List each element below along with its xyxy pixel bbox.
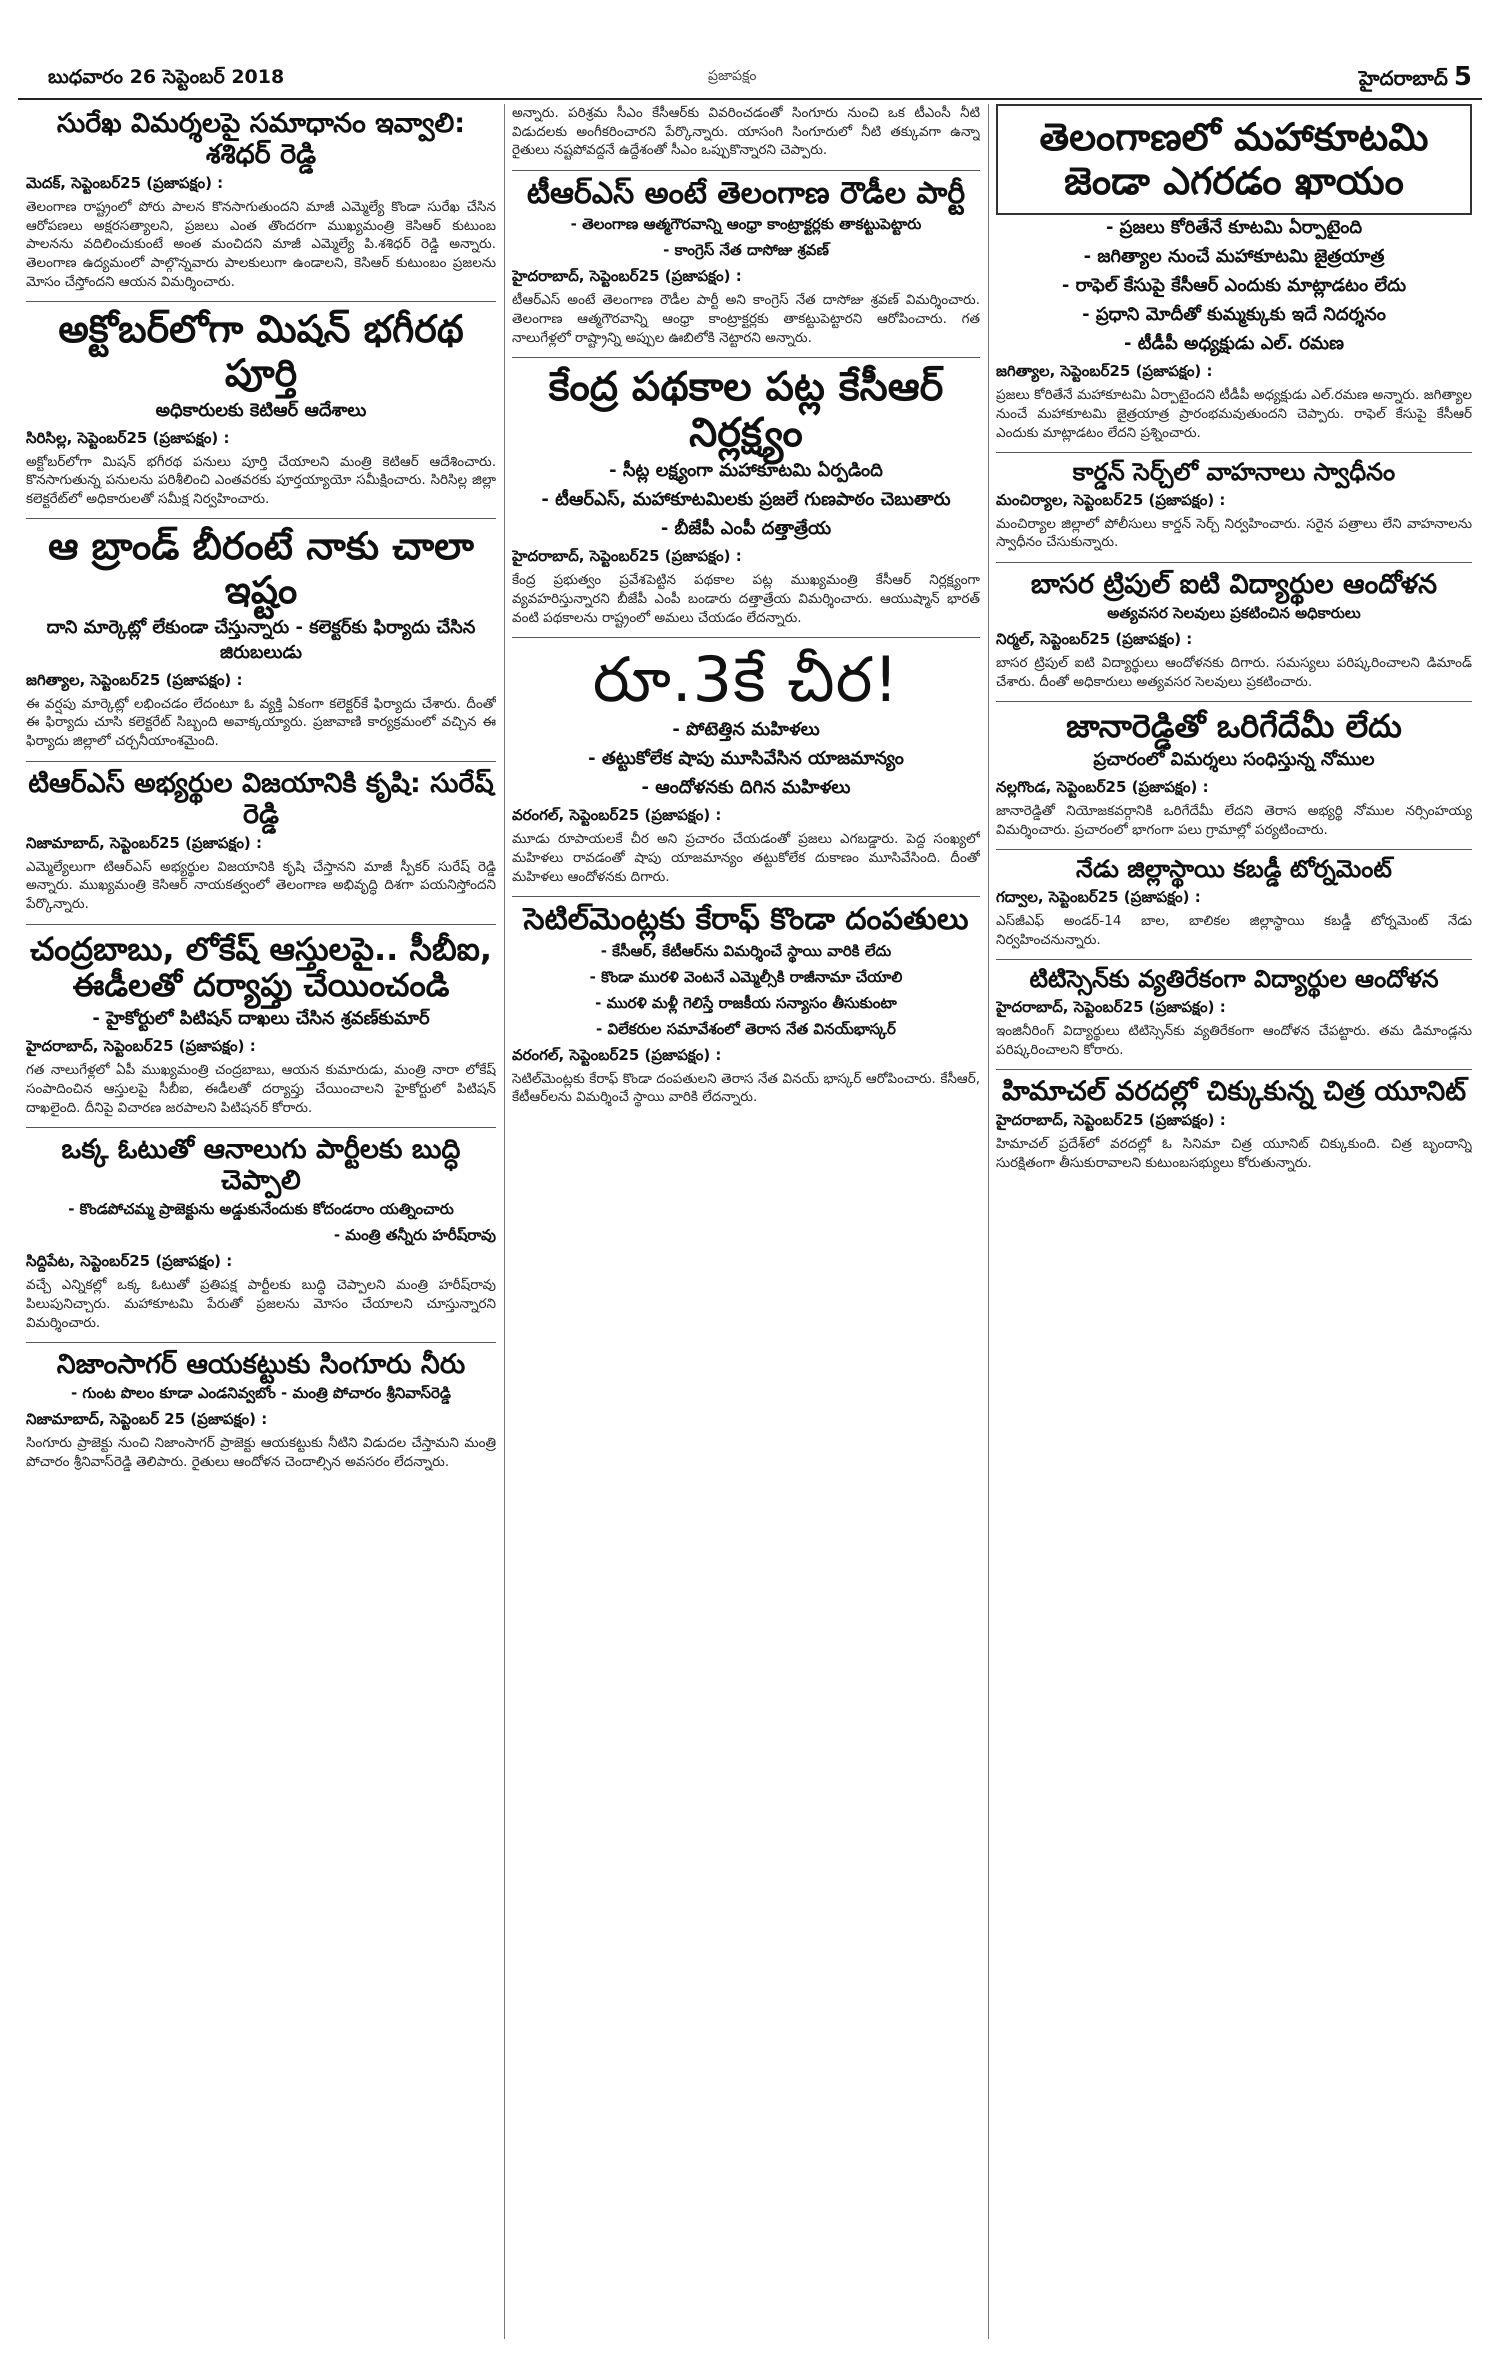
article-mission-bhagiratha <box>26 308 496 508</box>
article-cordon-search <box>996 459 1472 552</box>
headline: తెలంగాణలో మహాకూటమి జెండా ఎగరడం ఖాయం <box>1039 115 1429 203</box>
headline: కార్డన్ సెర్చ్‌లో వాహనాలు స్వాధీనం <box>1072 458 1396 487</box>
headline: టీఆర్ఎస్ అంటే తెలంగాణ రౌడీల పార్టీ <box>526 175 966 211</box>
article-body: ఎమ్మెల్యేలుగా టిఆర్ఎస్ అభ్యర్థుల విజయానికి కృషి చేస్తానని మాజీ స్పీకర్ సురేష్ రెడ్డి అన్నారు. ముఖ్యమంత్రి కెసిఆర్ నాయకత్వంలో తెలంగాణ అభివృద్ధి దిశగా పయనిస్తోందని పేర్కొన్నారు. <box>26 858 496 913</box>
headline: జానారెడ్డితో ఒరిగేదేమీ లేదు <box>1066 707 1402 746</box>
dateline: మంచిర్యాల, సెప్టెంబర్25 (ప్రజాపక్షం) : <box>996 490 1226 509</box>
section-city: హైదరాబాద్ <box>1358 66 1448 90</box>
column-left <box>26 104 496 2339</box>
dateline: హైదరాబాద్, సెప్టెంబర్25 (ప్రజాపక్షం) : <box>26 1037 256 1056</box>
subheadline: - సీట్ల లక్ష్యంగా మహాకూటమి ఏర్పడింది <box>609 460 883 482</box>
article-body: కేంద్ర ప్రభుత్వం ప్రవేశపెట్టిన పథకాల పట్ల ముఖ్యమంత్రి కేసీఆర్ నిర్లక్ష్యంగా వ్యవహరిస్తున్నారని బీజేపీ ఎంపీ బండారు దత్తాత్రేయ విమర్శించారు. ఆయుష్మాన్ భారత్ వంటి పథకాలను రాష్ట్రంలో అమలు చేయడం లేదన్నారు. <box>512 572 980 626</box>
article-nizamsagar <box>26 1349 496 1471</box>
divider <box>512 357 980 358</box>
article-chandrababu-assets <box>26 931 496 1117</box>
subheadline: - ప్రధాని మోదీతో కుమ్మక్కుకు ఇదే నిదర్శనం <box>1082 304 1386 326</box>
page-section <box>1359 62 1472 95</box>
dateline: వరంగల్, సెప్టెంబర్25 (ప్రజాపక్షం) : <box>512 1045 722 1064</box>
subheadline: - కొండా మురళి వెంటనే ఎమ్మెల్సీకి రాజీనామా చేయాలి <box>589 967 903 986</box>
subheadline: దాని మార్కెట్లో లేకుండా చేస్తున్నారు - కలెక్టర్‌కు ఫిర్యాదు చేసిన జిరుబలుడు <box>46 616 476 663</box>
headline: టిఆర్ఎస్ అభ్యర్థుల విజయానికి కృషి: సురేష్ రెడ్డి <box>28 767 494 830</box>
dateline: జగిత్యాల, సెప్టెంబర్25 (ప్రజాపక్షం) : <box>996 362 1213 381</box>
dateline: నిర్మల్, సెప్టెంబర్25 (ప్రజాపక్షం) : <box>996 630 1193 649</box>
subheadline: - ఆందోళనకు దిగిన మహిళలు <box>641 777 851 799</box>
article-body: అన్నారు. పరిశ్రమ సీఎం కేసీఆర్‌కు వివరించడంతో సింగూరు నుంచి ఒక టీఎంసీ నీటి విడుదలకు అంగీకరించారని పేర్కొన్నారు. యాసంగి సింగూరులో నీటి తక్కువగా ఉన్నా రైతులు నష్టపోవద్దనే ఉద్దేశంతో సీఎం ఒప్పుకొన్నారని చెప్పారు. <box>512 105 980 159</box>
dateline: నల్లగొండ, సెప్టెంబర్25 (ప్రజాపక్షం) : <box>996 778 1209 797</box>
divider <box>996 849 1472 850</box>
article-body: ఈ వర్షపు మార్కెట్లో లభించడం లేదంటూ ఓ వ్యక్తి ఏకంగా కలెక్టర్‌కే ఫిర్యాదు చేశారు. దీంతో ఈ ఫిర్యాదు చూసి కలెక్టరేట్ సిబ్బంది అవాక్కయ్యారు. ప్రజావాణి కార్యక్రమంలో వచ్చిన ఈ ఫిర్యాదు జిల్లాలో చర్చనీయాంశమైంది. <box>26 695 496 750</box>
article-mahakutami <box>996 104 1472 442</box>
article-harish-rao <box>26 1134 496 1332</box>
article-continuation <box>512 104 980 160</box>
page-number: 5 <box>1453 62 1472 92</box>
subheadline: - రాఫెల్ కేసుపై కేసీఆర్ ఎందుకు మాట్లాడటం లేదు <box>1061 275 1407 297</box>
article-surekha <box>26 108 496 291</box>
dateline: వరంగల్, సెప్టెంబర్25 (ప్రజాపక్షం) : <box>512 806 722 825</box>
article-body: సింగూరు ప్రాజెక్టు నుంచి నిజాంసాగర్ ప్రాజెక్టు ఆయకట్టుకు నీటిని విడుదల చేస్తామని మంత్రి పోచారం శ్రీనివాస్‌రెడ్డి తెలిపారు. రైతులు ఆందోళన చెందాల్సిన అవసరం లేదన్నారు. <box>26 1435 496 1470</box>
divider <box>996 701 1472 702</box>
divider <box>26 924 496 925</box>
article-himachal-floods <box>996 1076 1472 1172</box>
divider <box>26 518 496 519</box>
subheadline: ప్రచారంలో విమర్శలు సంధిస్తున్న నోముల <box>1093 749 1375 771</box>
article-body: మూడు రూపాయలకే చీర అని ప్రచారం చేయడంతో ప్రజలు ఎగబడ్డారు. పెద్ద సంఖ్యలో మహిళలు రావడంతో షాపు యాజమాన్యం తట్టుకోలేక దుకాణం మూసివేసింది. దీంతో మహిళలు ఆందోళనకు దిగారు. <box>512 831 980 885</box>
masthead <box>18 60 1482 100</box>
headline: నిజాంసాగర్ ఆయకట్టుకు సింగూరు నీరు <box>56 1349 466 1381</box>
divider <box>996 452 1472 453</box>
issue-date: బుధవారం 26 సెప్టెంబర్ 2018 <box>48 66 285 88</box>
article-central-schemes <box>512 364 980 627</box>
headline: సెటిల్‌మెంట్లకు కేరాఫ్ కొండా దంపతులు <box>523 902 969 938</box>
dateline: జగిత్యాల, సెప్టెంబర్25 (ప్రజాపక్షం) : <box>26 670 243 689</box>
article-body: జానారెడ్డితో నియోజకవర్గానికి ఒరిగేదేమీ లేదని తెరాస అభ్యర్థి నోముల నర్సింహయ్య విమర్శించారు. ప్రచారంలో భాగంగా పలు గ్రామాల్లో పర్యటించారు. <box>996 803 1472 838</box>
divider <box>996 959 1472 960</box>
column-divider <box>988 104 989 2339</box>
article-body: ఎస్‌జీఎఫ్ అండర్-14 బాల, బాలికల జిల్లాస్థాయి కబడ్డీ టోర్నమెంట్ నేడు నిర్వహించనున్నారు. <box>996 913 1472 948</box>
article-body: ప్రజలు కోరితేనే మహాకూటమి ఏర్పాటైందని టీడీపీ అధ్యక్షుడు ఎల్.రమణ అన్నారు. జగిత్యాల నుంచే మహాకూటమి జైత్రయాత్ర ప్రారంభమవుతుందని చెప్పారు. రాఫెల్ కేసుపై కేసీఆర్ ఎందుకు మాట్లాడటం లేదని ప్రశ్నించారు. <box>996 387 1472 441</box>
divider <box>26 761 496 762</box>
article-students-protest <box>996 966 1472 1059</box>
divider <box>512 896 980 897</box>
headline: ఒక్క ఓటుతో ఆనాలుగు పార్టీలకు బుద్ధి చెప్పాలి <box>61 1134 461 1197</box>
article-body: వచ్చే ఎన్నికల్లో ఒక్క ఓటుతో ప్రతిపక్ష పార్టీలకు బుద్ధి చెప్పాలని మంత్రి హరీష్‌రావు పిలుపునిచ్చారు. మహాకూటమి పేరుతో ప్రజలను మోసం చేయాలని చూస్తున్నారని విమర్శించారు. <box>26 1277 496 1331</box>
divider <box>996 562 1472 563</box>
subheadline: - టీఆర్ఎస్, మహాకూటమిలకు ప్రజలే గుణపాఠం చెబుతారు <box>541 489 951 511</box>
dateline: నిజామాబాద్, సెప్టెంబర్25 (ప్రజాపక్షం) : <box>26 833 262 852</box>
subheadline: - కొండపోచమ్మ ప్రాజెక్టును అడ్డుకునేందుకు కోదండరాం యత్నించారు <box>68 1200 454 1219</box>
subheadline: - జగిత్యాల నుంచే మహాకూటమి జైత్రయాత్ర <box>1083 246 1385 268</box>
article-body: అక్టోబర్‌లోగా మిషన్ భగీరథ పనులు పూర్తి చేయాలని మంత్రి కెటిఆర్ ఆదేశించారు. కొనసాగుతున్న పనులను పరిశీలించి ఎంతవరకు పూర్తయ్యాయో సమీక్షించారు. సిరిసిల్ల జిల్లా కలెక్టరేట్‌లో అధికారులతో సమీక్ష నిర్వహించారు. <box>26 453 496 507</box>
article-beer-brand <box>26 525 496 750</box>
article-suresh-reddy <box>26 768 496 914</box>
headline: సురేఖ విమర్శలపై సమాధానం ఇవ్వాలి: శశిధర్ రెడ్డి <box>56 108 466 171</box>
subheadline: - కాంగ్రెస్ నేత దాసోజు శ్రవణ్ <box>663 241 829 260</box>
article-trs-rowdies <box>512 177 980 347</box>
headline: నేడు జిల్లాస్థాయి కబడ్డీ టోర్నమెంట్ <box>1076 855 1392 884</box>
dateline: సిరిసిల్ల, సెప్టెంబర్25 (ప్రజాపక్షం) : <box>26 428 230 447</box>
divider <box>512 170 980 171</box>
dateline: హైదరాబాద్, సెప్టెంబర్25 (ప్రజాపక్షం) : <box>512 547 742 566</box>
subheadline: - తెలంగాణ ఆత్మగౌరవాన్ని ఆంధ్రా కాంట్రాక్టర్లకు తాకట్టుపెట్టారు <box>570 215 922 234</box>
article-kabaddi <box>996 856 1472 949</box>
article-jana-reddy <box>996 708 1472 839</box>
dateline: మెదక్, సెప్టెంబర్25 (ప్రజాపక్షం) : <box>26 174 224 193</box>
subheadline: - తట్టుకోలేక షాపు మూసివేసిన యాజమాన్యం <box>588 748 904 770</box>
subheadline: - మురళి మళ్లీ గెలిస్తే రాజకీయ సన్యాసం తీసుకుంటా <box>595 993 897 1012</box>
headline: ఆ బ్రాండ్ బీరంటే నాకు చాలా ఇష్టం <box>48 524 474 613</box>
dateline: హైదరాబాద్, సెప్టెంబర్25 (ప్రజాపక్షం) : <box>996 1111 1226 1130</box>
column-divider <box>504 104 505 2339</box>
article-body: హిమాచల్ ప్రదేశ్‌లో వరదల్లో ఓ సినిమా చిత్ర యూనిట్ చిక్కుకుంది. చిత్ర బృందాన్ని సురక్షితంగా తీసుకురావాలని కుటుంబసభ్యులు కోరుతున్నారు. <box>996 1136 1472 1171</box>
subheadline: - టీడీపీ అధ్యక్షుడు ఎల్. రమణ <box>1124 333 1344 355</box>
article-saree <box>512 644 980 886</box>
subheadline: అత్యవసర సెలవులు ప్రకటించిన అధికారులు <box>1107 604 1361 623</box>
subheadline: - మంత్రి తన్నీరు హరీష్‌రావు <box>333 1226 496 1245</box>
article-body: సెటిల్‌మెంట్లకు కేరాఫ్ కొండా దంపతులని తెరాస నేత వినయ్ భాస్కర్ ఆరోపించారు. కేసీఆర్, కేటీఆర్‌లను విమర్శించే స్థాయి వారికి లేదన్నారు. <box>512 1070 980 1106</box>
headline: టిటిస్సెన్‌కు వ్యతిరేకంగా విద్యార్థుల ఆందోళన <box>1029 965 1439 994</box>
subheadline: - బీజేపీ ఎంపీ దత్తాత్రేయ <box>660 518 832 540</box>
dateline: నిజామాబాద్, సెప్టెంబర్ 25 (ప్రజాపక్షం) : <box>26 1410 268 1429</box>
dateline: సిద్దిపేట, సెప్టెంబర్25 (ప్రజాపక్షం) : <box>26 1252 233 1271</box>
headline-box <box>996 104 1472 215</box>
headline: అక్టోబర్‌లోగా మిషన్ భగీరథ పూర్తి <box>58 307 464 395</box>
article-body: మంచిర్యాల జిల్లాలో పోలీసులు కార్డన్ సెర్చ్ నిర్వహించారు. సరైన పత్రాలు లేని వాహనాలను స్వాధీనం చేసుకున్నారు. <box>996 515 1472 551</box>
article-body: తెలంగాణ రాష్ట్రంలో పోరు పాలన కొనసాగుతుందని మాజీ ఎమ్మెల్యే కొండా సురేఖ చేసిన ఆరోపణలు అక్షరసత్యాలని, ప్రజలు ఎంత తొందరగా ముఖ్యమంత్రి కెసిఆర్ కుటుంబ పాలనను వదిలించుకుంటే అంత మంచిదని మాజీ ఎమ్మెల్యే పి.శశిధర్ రెడ్డి అన్నారు. తెలంగాణ ఉద్యమంలో పాల్గొన్నవారు పాలకులుగా ఉండాలని, కెసిఆర్ కుటుంబం ప్రజలను మోసం చేస్తోందని ఆయన విమర్శించారు. <box>26 199 496 290</box>
article-body: బాసర ట్రిపుల్ ఐటి విద్యార్థులు ఆందోళనకు దిగారు. సమస్యలు పరిష్కరించాలని డిమాండ్ చేశారు. దీంతో అధికారులు అత్యవసర సెలవులు ప్రకటించారు. <box>996 655 1472 690</box>
headline: బాసర ట్రిపుల్ ఐటి విద్యార్థుల ఆందోళన <box>1030 569 1438 601</box>
subheadline: - విలేకరుల సమావేశంలో తెరాస నేత వినయ్‌భాస్కర్ <box>596 1019 896 1038</box>
dateline: గద్వాల, సెప్టెంబర్25 (ప్రజాపక్షం) : <box>996 888 1201 907</box>
subheadline: - హైకోర్టులో పిటిషన్ దాఖలు చేసిన శ్రవణ్‌కుమార్ <box>92 1008 430 1030</box>
divider <box>26 301 496 302</box>
subheadline: అధికారులకు కెటిఆర్ ఆదేశాలు <box>155 399 367 421</box>
article-body: ఇంజినీరింగ్ విద్యార్థులు టిటిస్సెన్‌కు వ్యతిరేకంగా ఆందోళన చేపట్టారు. తమ డిమాండ్లను పరిష్కరించాలని కోరారు. <box>996 1022 1472 1058</box>
dateline: హైదరాబాద్, సెప్టెంబర్25 (ప్రజాపక్షం) : <box>512 267 742 286</box>
divider <box>26 1342 496 1343</box>
divider <box>512 637 980 638</box>
article-body: గత నాలుగేళ్లలో ఏపీ ముఖ్యమంత్రి చంద్రబాబు, ఆయన కుమారుడు, మంత్రి నారా లోకేష్ సంపాదించిన ఆస్తులపై సీబీఐ, ఈడీలతో దర్యాప్తు చేయించాలని హైకోర్టులో పిటిషన్ దాఖలైంది. దీనిపై విచారణ జరపాలని పిటిషనర్ కోరారు. <box>26 1062 496 1116</box>
dateline: హైదరాబాద్, సెప్టెంబర్25 (ప్రజాపక్షం) : <box>996 997 1226 1016</box>
paper-name: ప్రజాపక్షం <box>708 68 757 84</box>
divider <box>996 1069 1472 1070</box>
subheadline: - గుంట పొలం కూడా ఎండనివ్వబోం - మంత్రి పోచారం శ్రీనివాస్‌రెడ్డి <box>70 1384 452 1403</box>
headline: హిమాచల్ వరదల్లో చిక్కుకున్న చిత్ర యూనిట్ <box>1001 1076 1467 1108</box>
subheadline: - ప్రజలు కోరితేనే కూటమి ఏర్పాటైంది <box>1105 217 1363 239</box>
column-middle <box>512 104 980 2339</box>
headline: చంద్రబాబు, లోకేష్ ఆస్తులపై.. సీబీఐ, ఈడీలతో దర్యాప్తు చేయించండి <box>29 929 493 1005</box>
headline: రూ.3కే చీర! <box>592 643 900 717</box>
article-konda-couple <box>512 903 980 1107</box>
subheadline: - పోటెత్తిన మహిళలు <box>672 719 820 741</box>
column-right <box>996 104 1472 2339</box>
article-basara-iiit <box>996 569 1472 691</box>
divider <box>26 1127 496 1128</box>
subheadline: - కేసీఆర్, కేటీఆర్‌ను విమర్శించే స్థాయి వారికి లేదు <box>600 941 892 960</box>
article-body: టీఆర్ఎస్ అంటే తెలంగాణ రౌడీల పార్టీ అని కాంగ్రెస్ నేత దాసోజు శ్రవణ్ విమర్శించారు. తెలంగాణ ఆత్మగౌరవాన్ని ఆంధ్రా కాంట్రాక్టర్లకు తాకట్టుపెట్టారని ఆరోపించారు. గత నాలుగేళ్లలో రాష్ట్రాన్ని అప్పుల ఊబిలోకి నెట్టారని అన్నారు. <box>512 292 980 346</box>
headline: కేంద్ర పథకాల పట్ల కేసీఆర్ నిర్లక్ష్యం <box>548 364 944 457</box>
